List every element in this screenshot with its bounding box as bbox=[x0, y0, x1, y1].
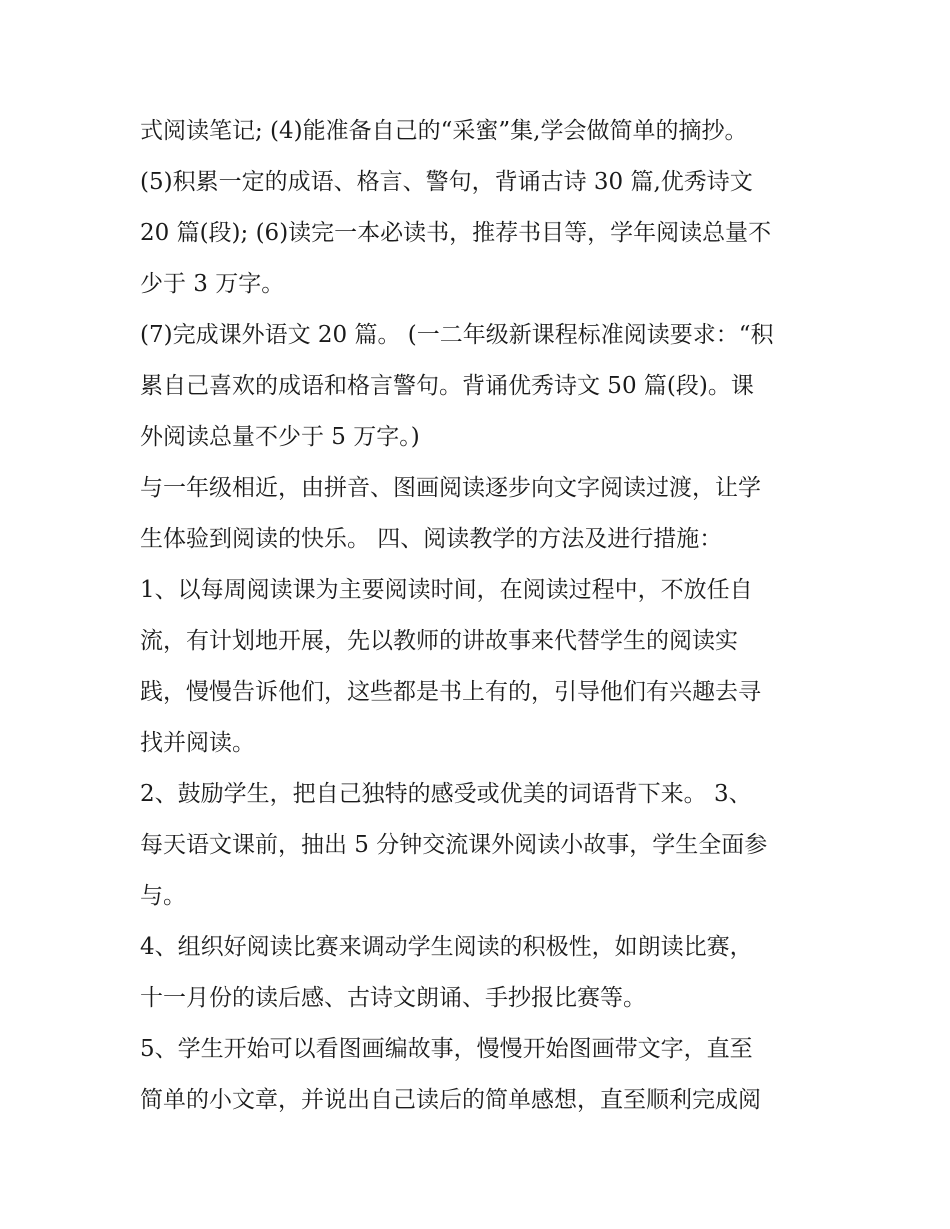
text-line: (5)积累一定的成语、格言、警句，背诵古诗 30 篇,优秀诗文 bbox=[140, 169, 753, 195]
text-line: 2、鼓励学生，把自己独特的感受或优美的词语背下来。 3、 bbox=[140, 781, 752, 807]
text-line: (7)完成课外语文 20 篇。 (一二年级新课程标准阅读要求：“积 bbox=[140, 322, 774, 348]
text-line: 5、学生开始可以看图画编故事，慢慢开始图画带文字，直至 bbox=[140, 1036, 753, 1062]
text-line: 与一年级相近，由拼音、图画阅读逐步向文字阅读过渡，让学 bbox=[140, 475, 761, 501]
text-line: 与。 bbox=[140, 883, 186, 909]
text-line: 十一月份的读后感、古诗文朗诵、手抄报比赛等。 bbox=[140, 985, 646, 1011]
text-line: 每天语文课前，抽出 5 分钟交流课外阅读小故事，学生全面参 bbox=[140, 832, 768, 858]
text-line: 累自己喜欢的成语和格言警句。背诵优秀诗文 50 篇(段)。课 bbox=[140, 373, 754, 399]
text-line: 践，慢慢告诉他们，这些都是书上有的，引导他们有兴趣去寻 bbox=[140, 679, 761, 705]
text-line: 少于 3 万字。 bbox=[140, 271, 285, 297]
body-text bbox=[140, 106, 830, 1126]
text-line: 找并阅读。 bbox=[140, 730, 255, 756]
text-line: 简单的小文章，并说出自己读后的简单感想，直至顺利完成阅 bbox=[140, 1087, 761, 1113]
text-line: 1、以每周阅读课为主要阅读时间，在阅读过程中，不放任自 bbox=[140, 577, 753, 603]
text-line: 生体验到阅读的快乐。 四、阅读教学的方法及进行措施： bbox=[140, 526, 723, 552]
text-line: 外阅读总量不少于 5 万字。) bbox=[140, 424, 420, 450]
text-line: 20 篇(段); (6)读完一本必读书，推荐书目等，学年阅读总量不 bbox=[140, 220, 772, 246]
text-line: 流，有计划地开展，先以教师的讲故事来代替学生的阅读实 bbox=[140, 628, 738, 654]
text-line: 4、组织好阅读比赛来调动学生阅读的积极性，如朗读比赛， bbox=[140, 934, 753, 960]
text-line: 式阅读笔记; (4)能准备自己的“采蜜”集,学会做简单的摘抄。 bbox=[140, 118, 748, 144]
